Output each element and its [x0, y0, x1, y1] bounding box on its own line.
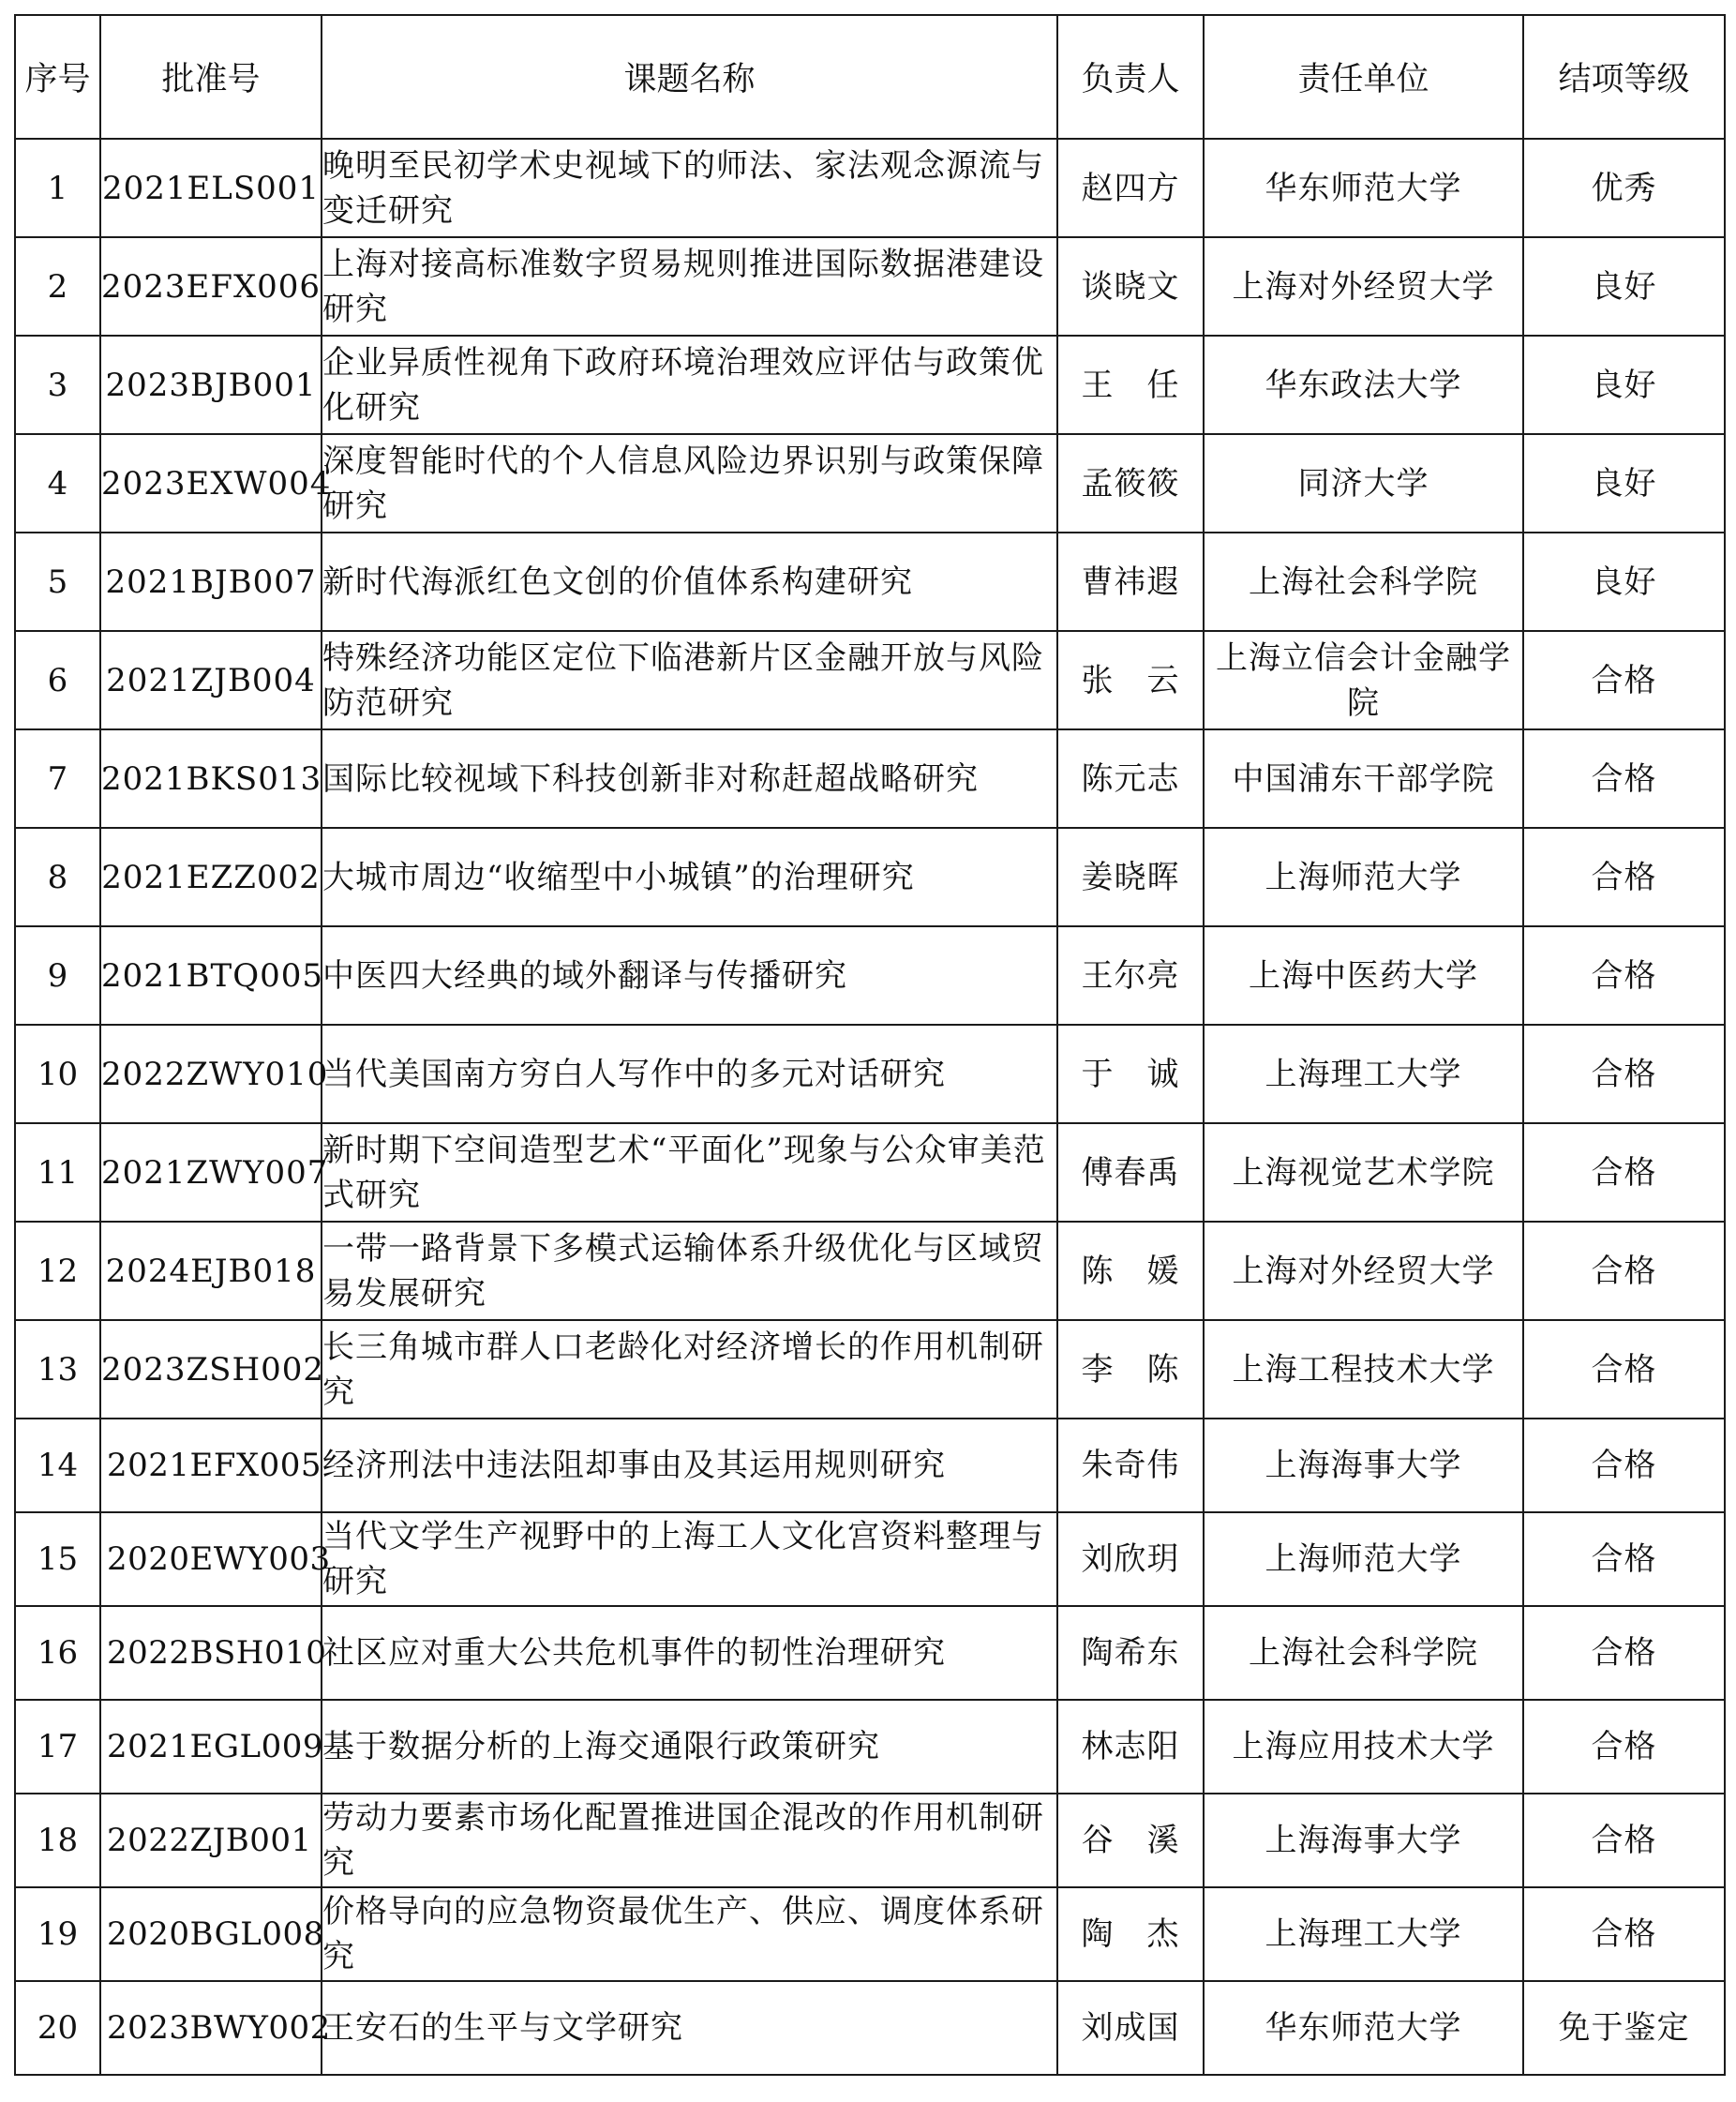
table-row [15, 139, 1725, 237]
cell-index: 14 [15, 1419, 100, 1512]
table-row [15, 1512, 1725, 1606]
header-grade: 结项等级 [1523, 15, 1725, 139]
cell-title: 上海对接高标准数字贸易规则推进国际数据港建设研究 [322, 237, 1057, 336]
cell-title: 王安石的生平与文学研究 [322, 1981, 1057, 2075]
cell-grade: 合格 [1523, 1419, 1725, 1512]
header-title: 课题名称 [322, 15, 1057, 139]
cell-grade: 合格 [1523, 1700, 1725, 1794]
cell-index: 10 [15, 1025, 100, 1123]
header-index: 序号 [15, 15, 100, 139]
table-row [15, 1981, 1725, 2075]
table-row [15, 336, 1725, 434]
cell-title: 中医四大经典的域外翻译与传播研究 [322, 926, 1057, 1025]
cell-leader: 赵四方 [1057, 139, 1204, 237]
cell-leader: 谷 溪 [1057, 1794, 1204, 1887]
cell-title: 当代文学生产视野中的上海工人文化宫资料整理与研究 [322, 1512, 1057, 1606]
cell-grade: 合格 [1523, 1887, 1725, 1981]
cell-grade: 合格 [1523, 1025, 1725, 1123]
cell-leader: 陶希东 [1057, 1606, 1204, 1700]
cell-unit: 上海工程技术大学 [1204, 1320, 1523, 1419]
project-results-table [14, 14, 1726, 2076]
cell-index: 15 [15, 1512, 100, 1606]
cell-approval-no: 2021EFX005 [100, 1419, 322, 1512]
cell-grade: 合格 [1523, 631, 1725, 729]
cell-index: 3 [15, 336, 100, 434]
cell-title: 新时代海派红色文创的价值体系构建研究 [322, 533, 1057, 631]
cell-approval-no: 2022ZJB001 [100, 1794, 322, 1887]
table-row [15, 533, 1725, 631]
cell-approval-no: 2023EFX006 [100, 237, 322, 336]
cell-index: 11 [15, 1123, 100, 1222]
cell-unit: 上海海事大学 [1204, 1794, 1523, 1887]
cell-approval-no: 2021BJB007 [100, 533, 322, 631]
cell-leader: 姜晓晖 [1057, 828, 1204, 926]
cell-unit: 华东政法大学 [1204, 336, 1523, 434]
cell-unit: 上海中医药大学 [1204, 926, 1523, 1025]
cell-leader: 傅春禹 [1057, 1123, 1204, 1222]
cell-title: 经济刑法中违法阻却事由及其运用规则研究 [322, 1419, 1057, 1512]
cell-unit: 上海立信会计金融学院 [1204, 631, 1523, 729]
cell-leader: 于 诚 [1057, 1025, 1204, 1123]
cell-title: 一带一路背景下多模式运输体系升级优化与区域贸易发展研究 [322, 1222, 1057, 1320]
cell-leader: 王 任 [1057, 336, 1204, 434]
table-row [15, 1419, 1725, 1512]
cell-title: 价格导向的应急物资最优生产、供应、调度体系研究 [322, 1887, 1057, 1981]
cell-index: 20 [15, 1981, 100, 2075]
cell-grade: 优秀 [1523, 139, 1725, 237]
table-row [15, 1222, 1725, 1320]
cell-grade: 合格 [1523, 1606, 1725, 1700]
cell-unit: 上海理工大学 [1204, 1025, 1523, 1123]
cell-leader: 谈晓文 [1057, 237, 1204, 336]
cell-title: 特殊经济功能区定位下临港新片区金融开放与风险防范研究 [322, 631, 1057, 729]
cell-approval-no: 2022ZWY010 [100, 1025, 322, 1123]
table-row [15, 729, 1725, 828]
cell-unit: 中国浦东干部学院 [1204, 729, 1523, 828]
cell-unit: 上海师范大学 [1204, 828, 1523, 926]
cell-grade: 合格 [1523, 1320, 1725, 1419]
cell-approval-no: 2021EGL009 [100, 1700, 322, 1794]
table-row [15, 1887, 1725, 1981]
cell-approval-no: 2020BGL008 [100, 1887, 322, 1981]
cell-index: 2 [15, 237, 100, 336]
cell-unit: 上海海事大学 [1204, 1419, 1523, 1512]
table-row [15, 1025, 1725, 1123]
cell-grade: 合格 [1523, 1512, 1725, 1606]
cell-leader: 刘欣玥 [1057, 1512, 1204, 1606]
cell-grade: 免于鉴定 [1523, 1981, 1725, 2075]
cell-title: 当代美国南方穷白人写作中的多元对话研究 [322, 1025, 1057, 1123]
cell-approval-no: 2023BJB001 [100, 336, 322, 434]
cell-unit: 华东师范大学 [1204, 1981, 1523, 2075]
table-row [15, 1123, 1725, 1222]
cell-index: 6 [15, 631, 100, 729]
cell-approval-no: 2021BKS013 [100, 729, 322, 828]
cell-unit: 上海对外经贸大学 [1204, 1222, 1523, 1320]
cell-grade: 合格 [1523, 729, 1725, 828]
cell-approval-no: 2023BWY002 [100, 1981, 322, 2075]
cell-unit: 上海师范大学 [1204, 1512, 1523, 1606]
table-row [15, 1794, 1725, 1887]
cell-unit: 上海对外经贸大学 [1204, 237, 1523, 336]
cell-unit: 上海社会科学院 [1204, 533, 1523, 631]
cell-approval-no: 2024EJB018 [100, 1222, 322, 1320]
cell-index: 12 [15, 1222, 100, 1320]
cell-unit: 华东师范大学 [1204, 139, 1523, 237]
cell-approval-no: 2021BTQ005 [100, 926, 322, 1025]
cell-index: 16 [15, 1606, 100, 1700]
cell-title: 晚明至民初学术史视域下的师法、家法观念源流与变迁研究 [322, 139, 1057, 237]
cell-title: 劳动力要素市场化配置推进国企混改的作用机制研究 [322, 1794, 1057, 1887]
cell-leader: 朱奇伟 [1057, 1419, 1204, 1512]
cell-index: 8 [15, 828, 100, 926]
table-row [15, 926, 1725, 1025]
cell-approval-no: 2021ZJB004 [100, 631, 322, 729]
cell-grade: 合格 [1523, 926, 1725, 1025]
cell-title: 企业异质性视角下政府环境治理效应评估与政策优化研究 [322, 336, 1057, 434]
cell-unit: 上海视觉艺术学院 [1204, 1123, 1523, 1222]
cell-approval-no: 2023EXW004 [100, 434, 322, 533]
cell-index: 19 [15, 1887, 100, 1981]
cell-index: 7 [15, 729, 100, 828]
cell-approval-no: 2021ELS001 [100, 139, 322, 237]
cell-leader: 林志阳 [1057, 1700, 1204, 1794]
table-row [15, 434, 1725, 533]
cell-approval-no: 2023ZSH002 [100, 1320, 322, 1419]
cell-grade: 良好 [1523, 533, 1725, 631]
cell-grade: 合格 [1523, 828, 1725, 926]
cell-title: 新时期下空间造型艺术“平面化”现象与公众审美范式研究 [322, 1123, 1057, 1222]
cell-leader: 张 云 [1057, 631, 1204, 729]
cell-approval-no: 2021ZWY007 [100, 1123, 322, 1222]
cell-leader: 孟筱筱 [1057, 434, 1204, 533]
table-row [15, 1320, 1725, 1419]
cell-leader: 王尔亮 [1057, 926, 1204, 1025]
cell-grade: 良好 [1523, 434, 1725, 533]
cell-index: 1 [15, 139, 100, 237]
cell-approval-no: 2020EWY003 [100, 1512, 322, 1606]
cell-approval-no: 2022BSH010 [100, 1606, 322, 1700]
header-approval-no: 批准号 [100, 15, 322, 139]
cell-index: 13 [15, 1320, 100, 1419]
table-row [15, 828, 1725, 926]
cell-index: 18 [15, 1794, 100, 1887]
cell-leader: 李 陈 [1057, 1320, 1204, 1419]
cell-unit: 上海社会科学院 [1204, 1606, 1523, 1700]
cell-leader: 陈元志 [1057, 729, 1204, 828]
cell-leader: 陶 杰 [1057, 1887, 1204, 1981]
cell-unit: 上海应用技术大学 [1204, 1700, 1523, 1794]
cell-index: 4 [15, 434, 100, 533]
header-leader: 负责人 [1057, 15, 1204, 139]
cell-grade: 合格 [1523, 1794, 1725, 1887]
cell-approval-no: 2021EZZ002 [100, 828, 322, 926]
table-row [15, 631, 1725, 729]
cell-index: 9 [15, 926, 100, 1025]
cell-grade: 良好 [1523, 237, 1725, 336]
cell-title: 深度智能时代的个人信息风险边界识别与政策保障研究 [322, 434, 1057, 533]
header-row [15, 15, 1725, 139]
cell-index: 5 [15, 533, 100, 631]
cell-leader: 陈 媛 [1057, 1222, 1204, 1320]
cell-title: 国际比较视域下科技创新非对称赶超战略研究 [322, 729, 1057, 828]
cell-leader: 刘成国 [1057, 1981, 1204, 2075]
table-row [15, 237, 1725, 336]
cell-title: 大城市周边“收缩型中小城镇”的治理研究 [322, 828, 1057, 926]
table-row [15, 1606, 1725, 1700]
cell-title: 社区应对重大公共危机事件的韧性治理研究 [322, 1606, 1057, 1700]
cell-unit: 同济大学 [1204, 434, 1523, 533]
header-unit: 责任单位 [1204, 15, 1523, 139]
cell-index: 17 [15, 1700, 100, 1794]
cell-title: 基于数据分析的上海交通限行政策研究 [322, 1700, 1057, 1794]
cell-leader: 曹祎遐 [1057, 533, 1204, 631]
table-row [15, 1700, 1725, 1794]
cell-title: 长三角城市群人口老龄化对经济增长的作用机制研究 [322, 1320, 1057, 1419]
cell-unit: 上海理工大学 [1204, 1887, 1523, 1981]
cell-grade: 合格 [1523, 1222, 1725, 1320]
cell-grade: 良好 [1523, 336, 1725, 434]
cell-grade: 合格 [1523, 1123, 1725, 1222]
